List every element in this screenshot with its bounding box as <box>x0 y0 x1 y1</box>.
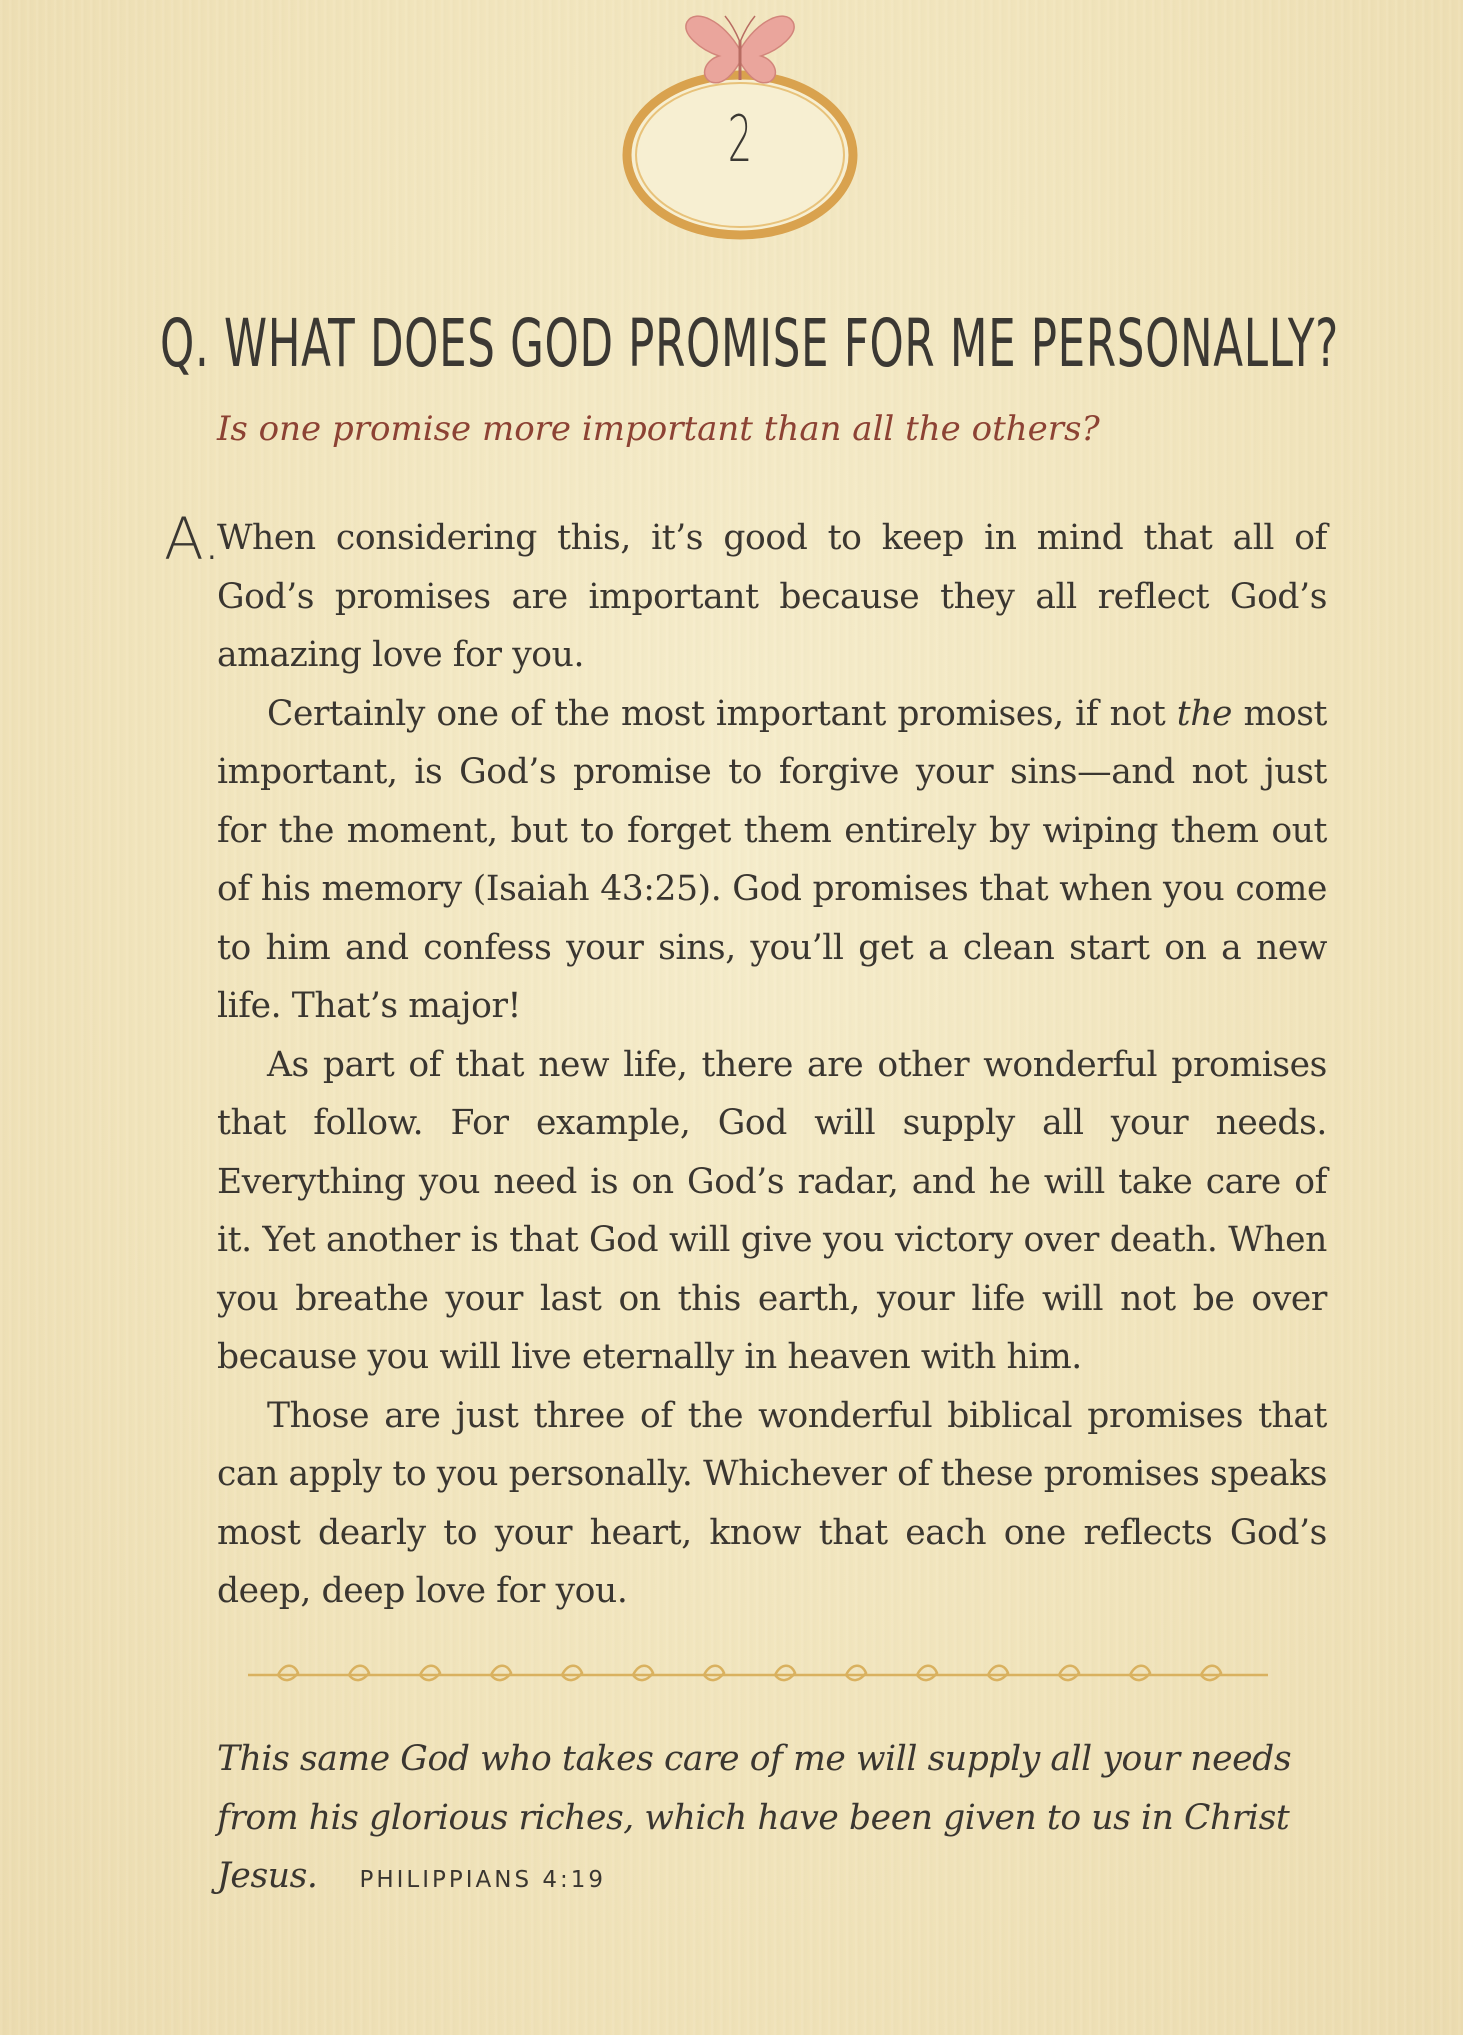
chapter-badge <box>615 0 865 250</box>
answer-marker: A. <box>164 505 222 573</box>
vine-leaf-icon <box>988 1666 1008 1680</box>
vine-leaf-icon <box>562 1666 582 1680</box>
answer-paragraph-2-emphasis: the <box>1176 693 1233 734</box>
vine-leaf-icon <box>704 1666 724 1680</box>
vine-leaf-icon <box>1201 1666 1221 1680</box>
vine-leaf-icon <box>917 1666 937 1680</box>
vine-leaf-icon <box>349 1666 369 1680</box>
answer-body <box>217 509 1327 1621</box>
answer-paragraph-2-text-after: most important, is God’s promise to forgive your sins—and not just for the moment, but to forget them entirely by wiping them out of his memory (Isaiah 43:25). God promises that when you come to him and confess your sins, you’ll get a clean start on a new life. That’s major! <box>217 693 1327 1026</box>
vine-leaf-icon <box>1130 1666 1150 1680</box>
answer-paragraph-3: As part of that new life, there are other wonderful promises that follow. For example, God will supply all your needs. Everything you need is on God’s radar, and he will take care of it. Yet another is that God will give you victory over death. When you breathe your last on this earth, your life will not be over because you will live eternally in heaven with him. <box>217 1044 1327 1377</box>
vine-leaf-icon <box>846 1666 866 1680</box>
vine-leaf-icon <box>775 1666 795 1680</box>
vine-leaf-icon <box>633 1666 653 1680</box>
scripture-verse-text: This same God who takes care of me will supply all your needs from his glorious riches, which have been given to us in Christ Jesus. <box>217 1739 1292 1896</box>
scripture-verse <box>217 1730 1327 1910</box>
question-subtitle: Is one promise more important than all the others? <box>217 409 1100 449</box>
chapter-number: 2 <box>727 103 753 177</box>
answer-paragraph-2-text-before: Certainly one of the most important promises, if not <box>267 693 1177 734</box>
question-heading: Q. WHAT DOES GOD PROMISE FOR ME PERSONALLY? <box>160 305 1339 382</box>
scripture-reference: PHILIPPIANS 4:19 <box>359 1867 607 1893</box>
vine-leaf-icon <box>1059 1666 1079 1680</box>
answer-paragraph-4: Those are just three of the wonderful biblical promises that can apply to you personally. Whichever of these promises speaks most dearly to your heart, know that each one reflects God’s deep, deep love for you. <box>217 1395 1327 1611</box>
vine-leaf-icon <box>278 1666 298 1680</box>
answer-paragraph-2 <box>217 685 1327 1036</box>
vine-leaf-icon <box>420 1666 440 1680</box>
answer-paragraph-1: When considering this, it’s good to keep in mind that all of God’s promises are important because they all reflect God’s amazing love for you. <box>217 518 1327 675</box>
vine-divider-icon <box>248 1660 1268 1690</box>
vine-leaf-icon <box>491 1666 511 1680</box>
butterfly-icon <box>686 16 794 83</box>
